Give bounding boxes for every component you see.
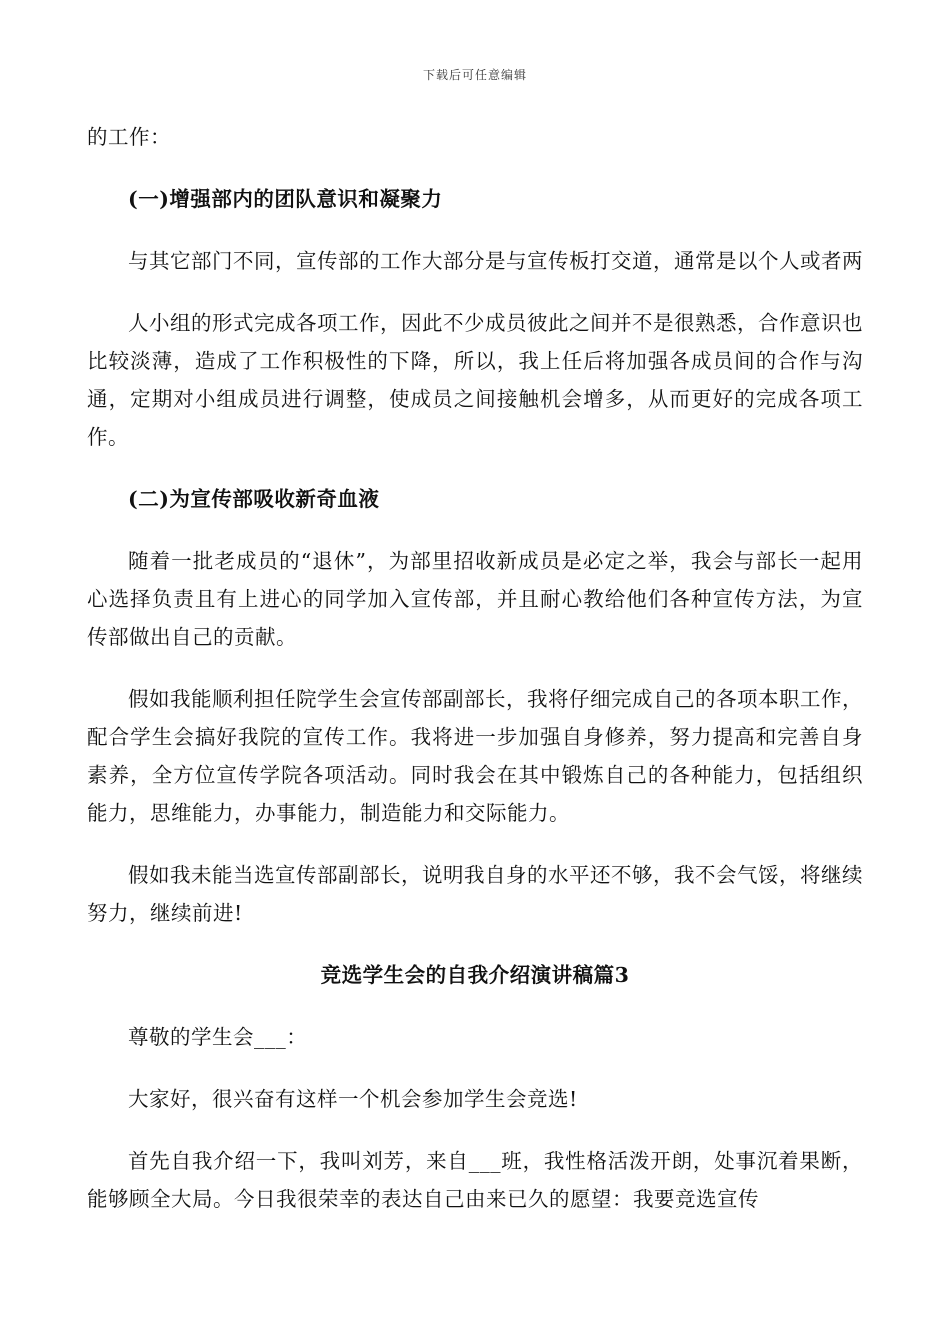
paragraph: 假如我能顺利担任院学生会宣传部副部长，我将仔细完成自己的各项本职工作，配合学生会搞好我院的宣传工作。我将进一步加强自身修养，努力提高和完善自身素养，全方位宣传学院各项活动。同时我会在其中锻炼自己的各种能力，包括组织能力，思维能力，办事能力，制造能力和交际能力。 <box>87 687 863 825</box>
paragraph: 大家好，很兴奋有这样一个机会参加学生会竞选! <box>128 1087 578 1111</box>
section-heading-1: (一)增强部内的团队意识和凝聚力 <box>128 187 443 211</box>
salutation: 尊敬的学生会___： <box>128 1025 308 1049</box>
header-note: 下载后可任意编辑 <box>422 68 527 82</box>
paragraph: 与其它部门不同，宣传部的工作大部分是与宣传板打交道，通常是以个人或者两 <box>128 249 863 273</box>
paragraph: 随着一批老成员的“退休”，为部里招收新成员是必定之举，我会与部长一起用心选择负责且有上进心的同学加入宣传部，并且耐心教给他们各种宣传方法，为宣传部做出自己的贡献。 <box>87 549 863 649</box>
paragraph: 首先自我介绍一下，我叫刘芳，来自___班，我性格活泼开朗，处事沉着果断，能够顾全大局。今日我很荣幸的表达自己由来已久的愿望：我要竞选宣传 <box>87 1149 863 1211</box>
document-body <box>87 118 863 1242</box>
paragraph: 人小组的形式完成各项工作，因此不少成员彼此之间并不是很熟悉，合作意识也比较淡薄，造成了工作积极性的下降，所以，我上任后将加强各成员间的合作与沟通，定期对小组成员进行调整，使成员之间接触机会增多，从而更好的完成各项工作。 <box>87 311 863 449</box>
section-heading-2: (二)为宣传部吸收新奇血液 <box>128 487 380 511</box>
paragraph-continuation: 的工作： <box>87 125 171 149</box>
speech-title: 竞选学生会的自我介绍演讲稿篇3 <box>320 963 630 987</box>
paragraph: 假如我未能当选宣传部副部长，说明我自身的水平还不够，我不会气馁，将继续努力，继续前进! <box>87 863 863 925</box>
